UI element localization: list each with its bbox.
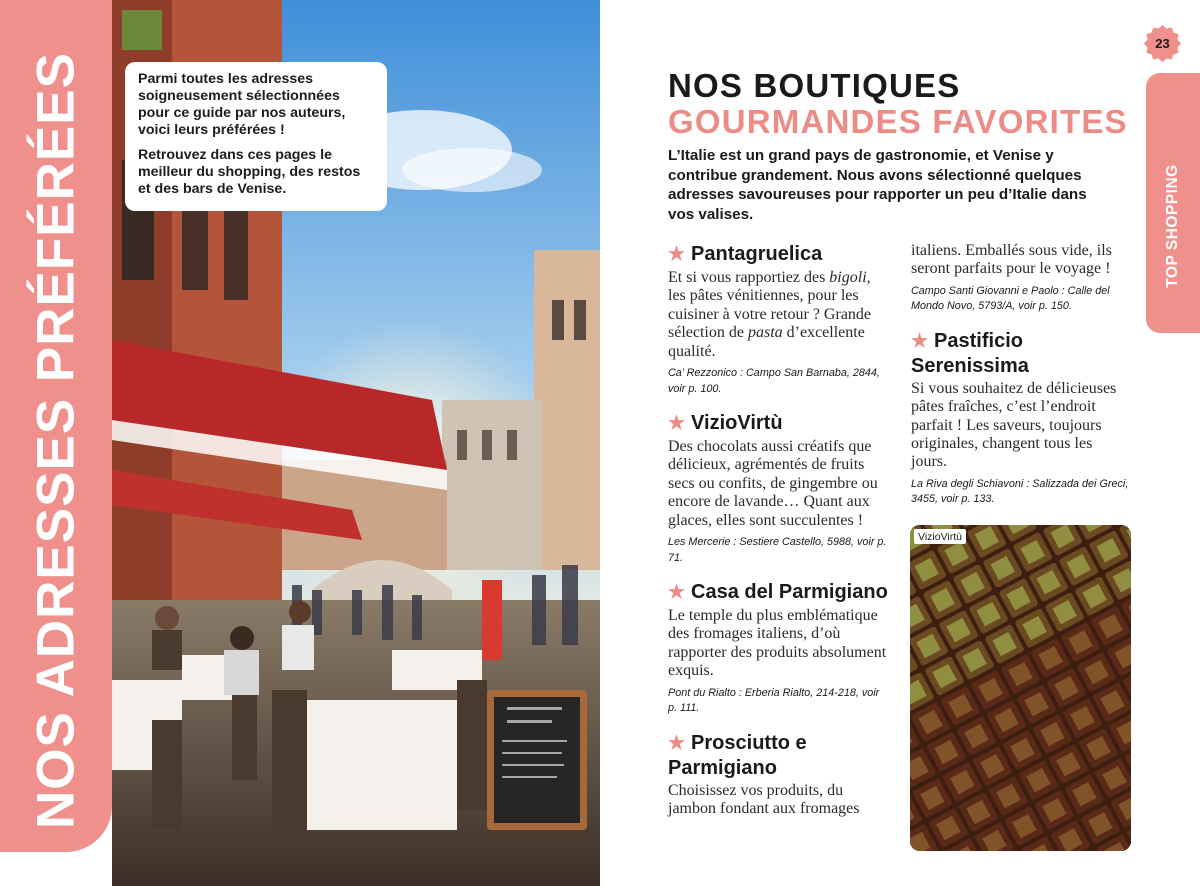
entry-address: Campo Santi Giovanni e Paolo : Calle del Mondo Novo, 5793/A, voir p. 150. [911,284,1110,313]
entry-description: Si vous souhaitez de délicieuses pâtes fraîches, c’est l’endroit parfait ! Les saveurs, toujours originales, changent tous les jours. [911,379,1117,471]
page-title [668,68,1128,140]
vertical-section-title: NOS ADRESSES PRÉFÉRÉES [26,52,86,829]
star-icon: ★ [668,244,686,265]
side-tab-label: TOP SHOPPING [1164,164,1181,288]
entries-column-1 [668,242,888,833]
intro-paragraph-2: Retrouvez dans ces pages le meilleur du shopping, des restos et des bars de Venise. [138,147,361,197]
lead-paragraph: L’Italie est un grand pays de gastronomie, et Venise y contribue grandement. Nous avons sélectionné quelques adresses savoureuses pour rapporter un peu d’Italie dans vos valises. [668,147,1087,223]
intro-box [125,62,387,211]
shop-entry [668,580,888,717]
entry-address: Les Mercerie : Sestiere Castello, 5988, voir p. 71. [668,536,887,564]
chocolate-grid-image [910,525,1131,851]
entry-title: Casa del Parmigiano [691,581,888,604]
star-icon: ★ [668,413,686,435]
title-line-1: NOS BOUTIQUES [668,67,961,104]
entry-title: Pantagruelica [691,243,823,265]
star-icon: ★ [668,732,686,754]
entry-address: Pont du Rialto : Erberia Rialto, 214-218, voir p. 111. [668,686,880,715]
title-line-2: GOURMANDES FAVORITES [668,103,1128,140]
photo-caption: VizioVirtù [914,529,966,544]
entry-address: La Riva degli Schiavoni : Salizzada dei Greci, 3455, voir p. 133. [911,477,1129,506]
entry-address: Ca’ Rezzonico : Campo San Barnaba, 2844, voir p. 100. [668,367,880,395]
desc-text: Et si vous rapportiez des [668,269,830,286]
star-icon: ★ [668,582,686,604]
desc-text: , les pâtes vénitiennes, pour les cuisiner à votre retour ? Grande sélection de [668,269,872,342]
shop-entry-continued [911,242,1131,315]
entry-description: Des chocolats aussi créatifs que délicieux, agrémentés de fruits secs ou confits, de gingembre ou encore de lavande… Quant aux glaces, elles sont succulentes ! [668,438,878,529]
page-number: 23 [1155,36,1170,51]
chocolates-photo [910,525,1131,851]
star-icon: ★ [911,330,929,352]
entry-description: Le temple du plus emblématique des fromages italiens, d’où rapporter des produits absolument exquis. [668,607,887,680]
desc-emphasis: bigoli [829,269,867,286]
entry-title: Prosciutto e Parmigiano [668,731,807,779]
shop-entry [668,242,888,397]
shop-entry [668,411,888,566]
entry-description: italiens. Emballés sous vide, ils seront parfaits pour le voyage ! [911,242,1112,278]
desc-text: d’excellente qualité. [668,324,865,360]
section-side-tab[interactable] [1146,73,1200,333]
entry-description [668,269,888,361]
vertical-title-band [0,0,112,852]
page-number-badge [1144,25,1181,62]
entry-title: Pastificio Serenissima [911,329,1029,377]
intro-paragraph-1: Parmi toutes les adresses soigneusement sélectionnées pour ce guide par nos auteurs, voici leurs préférées ! [138,71,346,138]
entries-column-2 [911,242,1131,522]
desc-emphasis: pasta [747,324,783,342]
entry-description: Choisissez vos produits, du jambon fondant aux fromages [668,781,860,818]
shop-entry [668,731,888,819]
shop-entry [911,329,1131,508]
entry-title: VizioVirtù [691,412,783,435]
